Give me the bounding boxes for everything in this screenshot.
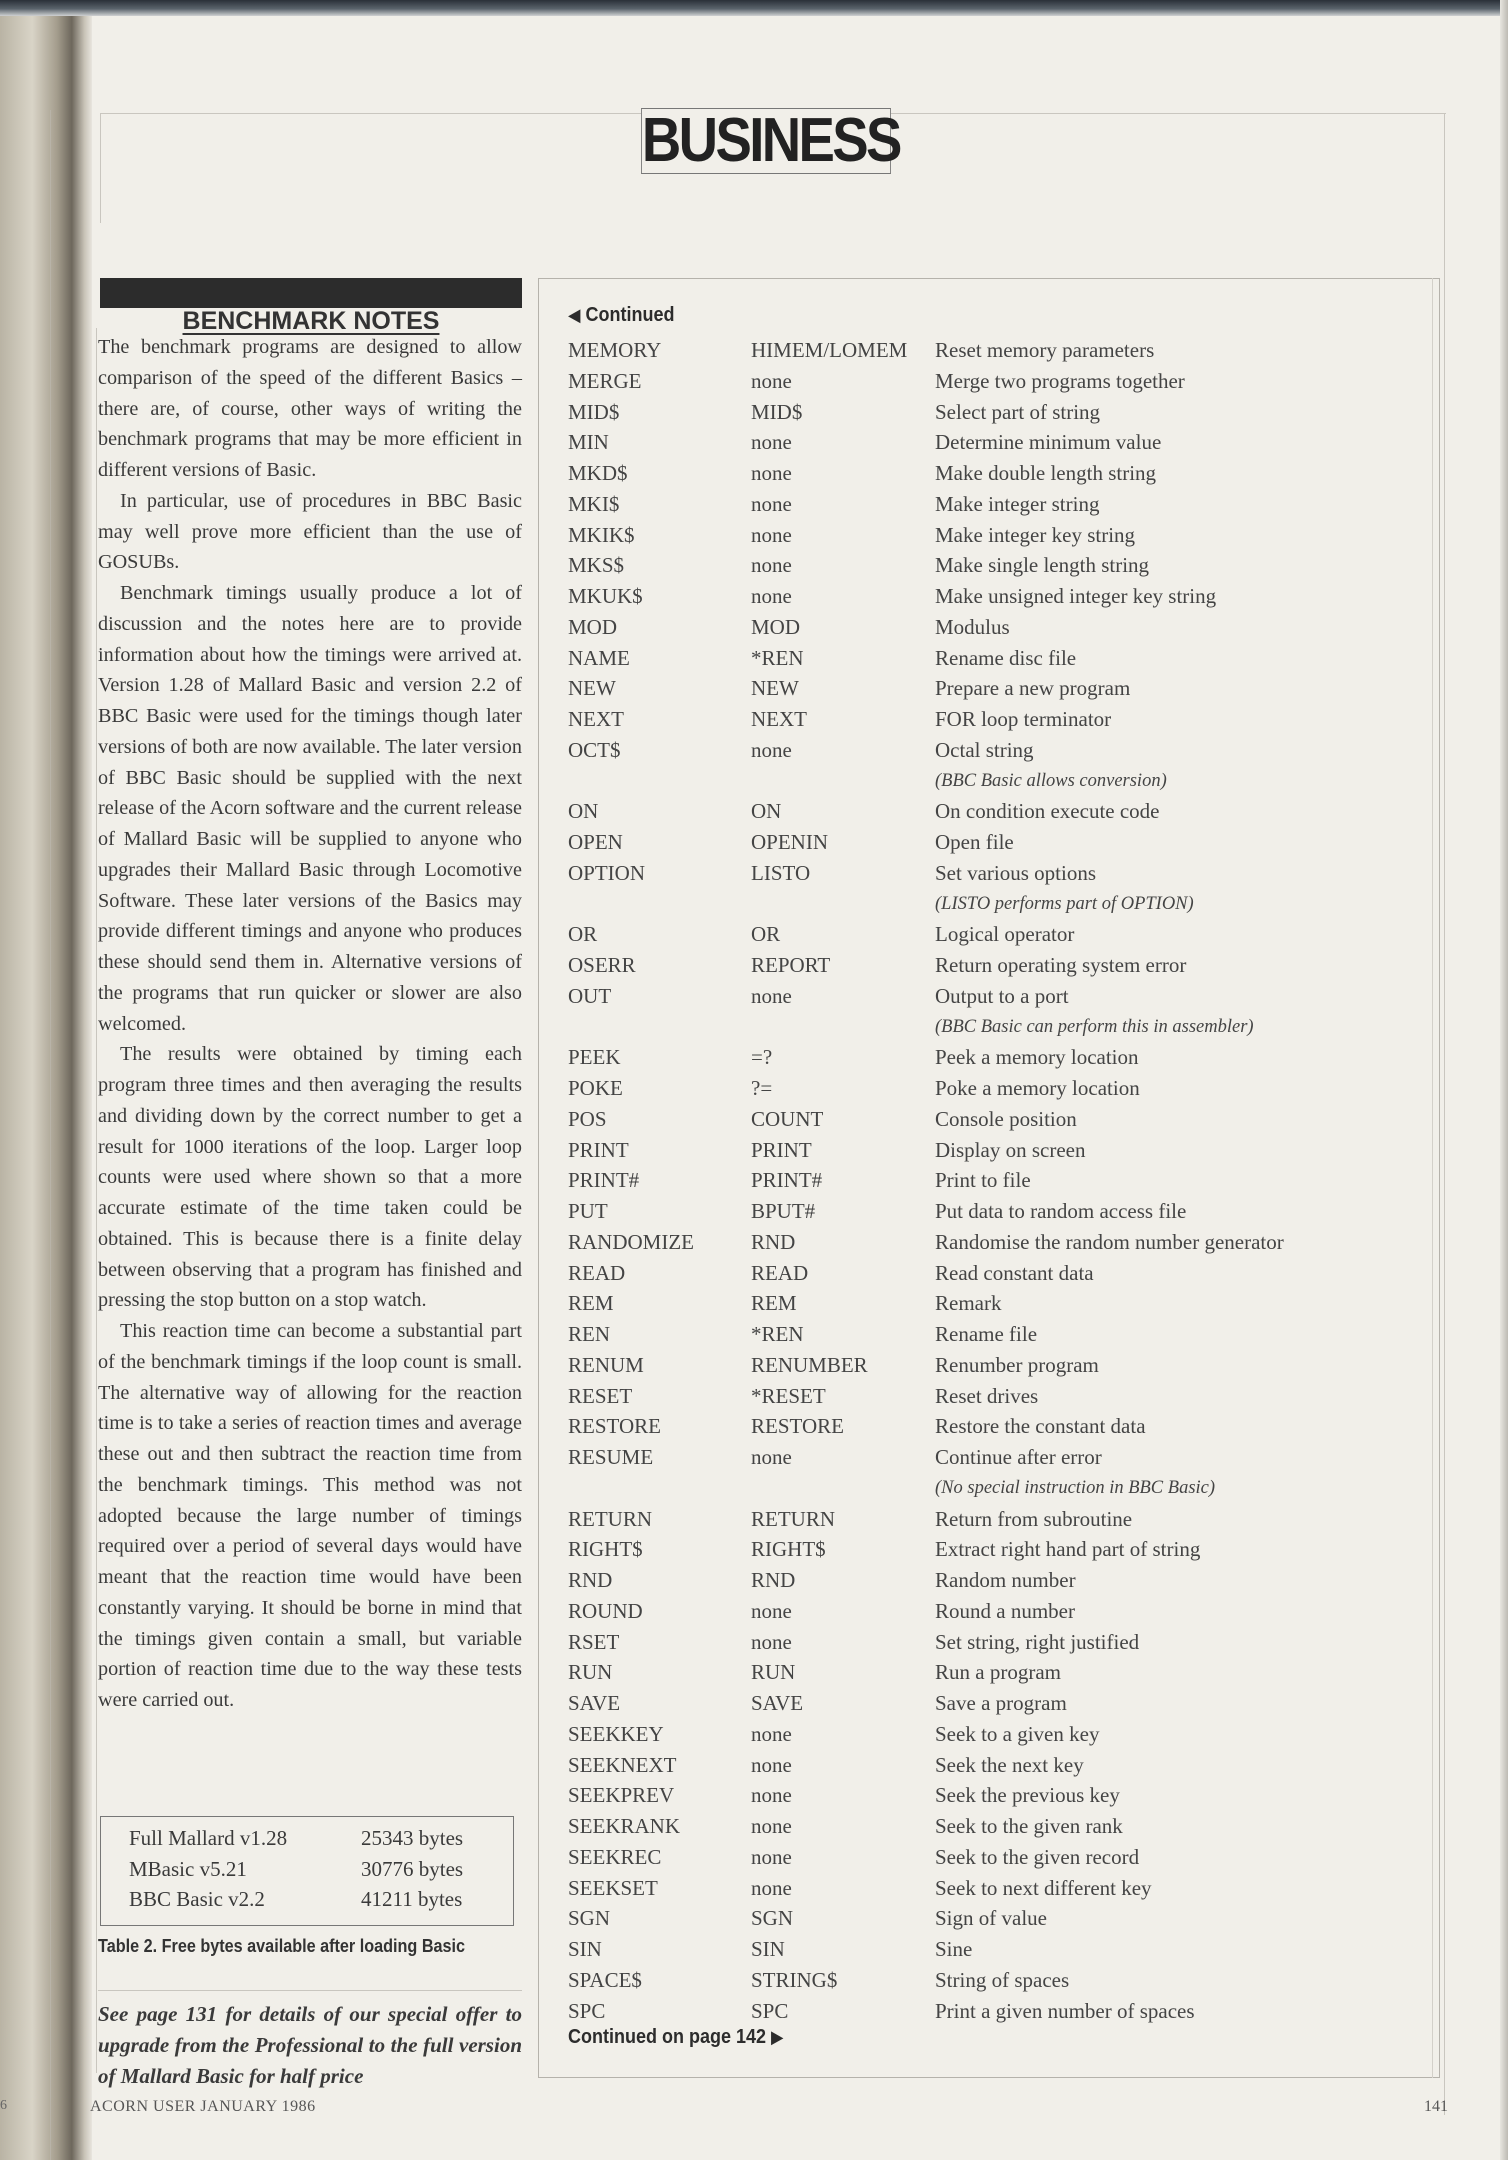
mallard-keyword: RND [568,1568,613,1592]
continued-text: Continued [585,304,675,326]
keyword-description: Return operating system error [935,953,1187,977]
bbc-equivalent: RND [751,1229,796,1254]
table-row [568,1504,1408,1535]
bbc-equivalent: SAVE [751,1691,804,1715]
keyword-description: Sine [935,1937,973,1961]
keyword-description: Rename file [935,1322,1038,1346]
keyword-description: Make double length string [935,461,1157,485]
bbc-equivalent: none [751,368,792,393]
mallard-keyword: RESET [568,1383,633,1408]
keyword-description: String of spaces [935,1967,1070,1992]
keyword-description: Run a program [935,1660,1061,1685]
table-row [568,796,1408,827]
table-row [568,1012,1408,1043]
mallard-keyword: RESTORE [568,1414,661,1439]
bbc-equivalent: ON [751,799,782,824]
free-bytes-table [100,1816,514,1926]
bbc-equivalent: NEXT [751,707,807,731]
table-row [568,1934,1408,1965]
keyword-description: Read constant data [935,1260,1094,1285]
table-caption: Table 2. Free bytes available after loading Basic [98,1936,466,1956]
keyword-description: Print a given number of spaces [935,1998,1195,2023]
keyword-description: Poke a memory location [935,1076,1140,1100]
table-row [568,489,1408,520]
table-row [568,1688,1408,1719]
keyword-description: Renumber program [935,1352,1099,1377]
keyword-note: (LISTO performs part of OPTION) [935,893,1194,914]
bbc-equivalent: none [751,553,792,578]
mallard-keyword: SEEKPREV [568,1783,675,1808]
mallard-keyword: ON [568,799,599,824]
bbc-equivalent: REM [751,1291,797,1316]
keyword-description: Make unsigned integer key string [935,584,1217,608]
bbc-equivalent: OPENIN [751,830,828,854]
bbc-equivalent: RETURN [751,1506,835,1531]
paragraph: This reaction time can become a substantial part of the benchmark timings if the loop count is small. The alternative way of allowing for the reaction time is to take a series of reaction times and average these out and then subtract the reaction time from the benchmark timings. This method was not adopted because the large number of timings required over a period of several days would have meant that the reaction time would have been constantly varying. It should be borne in mind that the timings given contain a small, but variable portion of reaction time due to the way these tests were carried out. [98,1320,522,1711]
bbc-equivalent: none [751,1814,792,1838]
mallard-keyword: SAVE [568,1691,621,1715]
table-row [568,550,1408,581]
bbc-equivalent: none [751,491,792,516]
frame-rule-right [1444,113,1445,2115]
mallard-keyword: RETURN [568,1506,652,1531]
paragraph: In particular, use of procedures in BBC Basic may well prove more efficient than the use of GOSUBs. [98,489,522,574]
keyword-description: Seek to a given key [935,1721,1100,1746]
mallard-keyword: RESUME [568,1445,654,1469]
previous-page-number: 6 [0,2098,7,2113]
keyword-description: Return from subroutine [935,1506,1133,1531]
keyword-description: Reset memory parameters [935,338,1155,362]
keyword-description: Make integer key string [935,522,1136,547]
mallard-keyword: NEXT [568,707,624,731]
table-row [568,1381,1408,1412]
keyword-description: Round a number [935,1598,1075,1623]
continued-on-text: Continued on page 142 [568,2026,767,2048]
table-row [568,427,1408,458]
bbc-equivalent: BPUT# [751,1199,816,1223]
keyword-description: Console position [935,1106,1077,1131]
table-row [568,1534,1408,1565]
table-row [568,1104,1408,1135]
bbc-equivalent: none [751,1445,792,1469]
mallard-keyword: PEEK [568,1045,621,1070]
free-bytes: 25343 bytes [361,1826,464,1850]
table-row [568,673,1408,704]
bbc-equivalent: none [751,983,792,1008]
bbc-equivalent: NEW [751,676,799,701]
keyword-description: Octal string [935,737,1034,762]
keyword-description: Continue after error [935,1445,1102,1469]
table-row [568,612,1408,643]
mallard-keyword: MKIK$ [568,522,635,547]
mallard-keyword: MIN [568,430,609,455]
bbc-equivalent: *REN [751,1322,804,1346]
mallard-keyword: READ [568,1260,626,1285]
keyword-description: On condition execute code [935,799,1160,824]
keyword-note: (BBC Basic can perform this in assembler) [935,1016,1254,1037]
table-row [568,704,1408,735]
paragraph: Benchmark timings usually produce a lot of discussion and the notes here are to provide information about how the timings were arrived at. Version 1.28 of Mallard Basic and version 2.2 of BBC Basic were used for the timings though later versions of both are now available. The later version of BBC Basic should be supplied with the next release of the Acorn software and the current release of Mallard Basic will be supplied to anyone who upgrades their Mallard Basic through Locomotive Software. These later versions of the Basics may provide different timings and anyone who produces these should send them in. Alternative versions of the programs that run quicker or slower are also welcomed. [98,582,522,1035]
table-row [101,1854,513,1885]
mallard-keyword: OR [568,922,598,947]
bbc-equivalent: none [751,461,792,485]
keyword-description: Set various options [935,860,1096,885]
free-bytes: 30776 bytes [361,1856,464,1881]
bbc-equivalent: none [751,584,792,608]
keyword-description: Peek a memory location [935,1045,1139,1070]
mallard-keyword: SEEKNEXT [568,1752,677,1777]
paragraph: The results were obtained by timing each program three times and then averaging the results and dividing down by the correct number to get a result for 1000 iterations of the loop. Larger loop counts were used where shown so that a more accurate estimate of the time taken could be obtained. This is because there is a finite delay between observing that a program has finished and pressing the stop button on a stop watch. [98,1043,522,1312]
table-row [568,919,1408,950]
mallard-keyword: OSERR [568,953,636,977]
mallard-keyword: MERGE [568,368,642,393]
table-row [568,335,1408,366]
table-row [568,981,1408,1012]
mallard-keyword: RENUM [568,1352,644,1377]
keyword-description: Display on screen [935,1137,1086,1162]
table-row [568,1780,1408,1811]
keyword-description: Rename disc file [935,645,1077,670]
table-row [568,1473,1408,1504]
table-row [568,1873,1408,1904]
keyword-description: Merge two programs together [935,368,1185,393]
mallard-keyword: OPTION [568,860,645,885]
keyword-description: Seek to the given rank [935,1814,1123,1838]
mallard-keyword: MKUK$ [568,584,643,608]
table-row [568,1319,1408,1350]
keyword-description: Make integer string [935,491,1100,516]
bbc-equivalent: PRINT# [751,1168,823,1193]
keyword-description: Modulus [935,614,1010,639]
table-row [568,1196,1408,1227]
table-row [568,1165,1408,1196]
mallard-keyword: SEEKSET [568,1875,658,1900]
table-row [568,1596,1408,1627]
continued-label [568,304,674,327]
right-arrow-icon: ▶ [771,2027,784,2047]
mallard-keyword: MEMORY [568,338,662,362]
bbc-equivalent: none [751,737,792,762]
bbc-equivalent: REPORT [751,953,831,977]
keyword-description: Seek the next key [935,1752,1084,1777]
table-row [568,766,1408,797]
basic-version: MBasic v5.21 [129,1856,247,1881]
keyword-frame-inner-rule [1432,278,1433,2078]
table-row [568,397,1408,428]
keyword-description: Output to a port [935,983,1069,1008]
keyword-description: Save a program [935,1691,1067,1715]
sidebar-title: BENCHMARK NOTES [182,307,440,335]
table-row [568,827,1408,858]
mallard-keyword: SGN [568,1906,611,1931]
keyword-description: Print to file [935,1168,1031,1193]
keyword-description: Determine minimum value [935,430,1162,455]
keyword-description: Make single length string [935,553,1150,578]
section-title: BUSINESS [641,106,900,175]
scan-top-shadow [0,0,1508,16]
table-row [568,1442,1408,1473]
keyword-description: Put data to random access file [935,1199,1187,1223]
bbc-equivalent: *RESET [751,1383,826,1408]
bbc-equivalent: none [751,1629,792,1654]
keyword-description: Randomise the random number generator [935,1229,1284,1254]
keyword-table [568,335,1408,2026]
mallard-keyword: OPEN [568,830,623,854]
table-row [568,581,1408,612]
table-row [568,735,1408,766]
bbc-equivalent: SPC [751,1998,789,2023]
keyword-description: FOR loop terminator [935,707,1112,731]
bbc-equivalent: COUNT [751,1106,824,1131]
keyword-description: Prepare a new program [935,676,1131,701]
bbc-equivalent: none [751,1875,792,1900]
table-row [568,950,1408,981]
table-row [568,1996,1408,2027]
table-row [568,1227,1408,1258]
offer-note: See page 131 for details of our special offer to upgrade from the Professional to the full version of Mallard Basic for half price [98,1990,522,2091]
mallard-keyword: MKS$ [568,553,625,578]
bbc-equivalent: OR [751,922,781,947]
table-row [568,1565,1408,1596]
mallard-keyword: NEW [568,676,616,701]
table-row [568,643,1408,674]
mallard-keyword: MKD$ [568,461,628,485]
table-row [568,1042,1408,1073]
table-row [101,1884,513,1915]
bbc-equivalent: STRING$ [751,1967,838,1992]
bbc-equivalent: none [751,430,792,455]
bbc-equivalent: MOD [751,614,801,639]
bbc-equivalent: none [751,1721,792,1746]
continued-on-label [568,2026,783,2049]
left-arrow-icon: ◀ [568,305,581,325]
bbc-equivalent: RND [751,1568,796,1592]
keyword-description: Select part of string [935,399,1101,424]
keyword-description: Seek to next different key [935,1875,1152,1900]
mallard-keyword: OCT$ [568,737,621,762]
keyword-description: Set string, right justified [935,1629,1140,1654]
table-row [568,1350,1408,1381]
keyword-description: Remark [935,1291,1002,1316]
bbc-equivalent: *REN [751,645,804,670]
keyword-note: (BBC Basic allows conversion) [935,770,1167,791]
mallard-keyword: OUT [568,983,612,1008]
bbc-equivalent: none [751,1783,792,1808]
mallard-keyword: RSET [568,1629,620,1654]
bbc-equivalent: PRINT [751,1137,812,1162]
keyword-description: Seek to the given record [935,1844,1140,1869]
keyword-description: Open file [935,830,1014,854]
bbc-equivalent: HIMEM/LOMEM [751,338,908,362]
bbc-equivalent: none [751,1598,792,1623]
table-row [568,1135,1408,1166]
bbc-equivalent: RENUMBER [751,1352,868,1377]
table-row [568,458,1408,489]
mallard-keyword: RUN [568,1660,613,1685]
paragraph: The benchmark programs are designed to allow comparison of the speed of the different Basics – there are, of course, other ways of writing the benchmark programs that may be more efficient in different versions of Basic. [98,336,522,481]
benchmark-notes-sidebar [92,278,522,2088]
mallard-keyword: NAME [568,645,630,670]
table-row [568,1627,1408,1658]
bbc-equivalent: RESTORE [751,1414,844,1439]
mallard-keyword: REM [568,1291,614,1316]
mallard-keyword: POS [568,1106,607,1131]
table-row [568,520,1408,551]
mallard-keyword: SPACE$ [568,1967,642,1992]
mallard-keyword: SPC [568,1998,606,2023]
basic-version: Full Mallard v1.28 [129,1826,288,1850]
basic-version: BBC Basic v2.2 [129,1887,265,1911]
mallard-keyword: REN [568,1322,610,1346]
table-row [568,1750,1408,1781]
mallard-keyword: PUT [568,1199,608,1223]
sidebar-heading-bar [100,278,522,308]
header-rule-left [100,113,101,223]
previous-page-edge [0,110,51,2160]
keyword-description: Seek the previous key [935,1783,1120,1808]
mallard-keyword: RANDOMIZE [568,1229,694,1254]
table-row [568,1288,1408,1319]
table-row [568,1719,1408,1750]
sidebar-body [98,332,522,1716]
table-row [568,1965,1408,1996]
mallard-keyword: MID$ [568,399,620,424]
mallard-keyword: PRINT# [568,1168,640,1193]
table-row [568,889,1408,920]
mallard-keyword: SEEKKEY [568,1721,664,1746]
keyword-note: (No special instruction in BBC Basic) [935,1477,1216,1498]
mallard-keyword: PRINT [568,1137,629,1162]
bbc-equivalent: none [751,522,792,547]
table-row [568,366,1408,397]
keyword-description: Sign of value [935,1906,1047,1931]
bbc-equivalent: SGN [751,1906,794,1931]
bbc-equivalent: none [751,1752,792,1777]
bbc-equivalent: RIGHT$ [751,1537,826,1562]
footer-issue: ACORN USER JANUARY 1986 [90,2098,316,2115]
mallard-keyword: MKI$ [568,491,620,516]
table-row [568,1258,1408,1289]
mallard-keyword: ROUND [568,1598,643,1623]
table-row [568,1657,1408,1688]
mallard-keyword: POKE [568,1076,623,1100]
free-bytes: 41211 bytes [361,1887,463,1911]
bbc-equivalent: none [751,1844,792,1869]
table-row [101,1823,513,1854]
mallard-keyword: SEEKREC [568,1844,662,1869]
bbc-equivalent: MID$ [751,399,803,424]
table-row [568,1811,1408,1842]
mallard-keyword: SIN [568,1937,602,1961]
keyword-description: Reset drives [935,1383,1039,1408]
keyword-description: Logical operator [935,922,1075,947]
sidebar-rule [96,328,97,2073]
mallard-keyword: RIGHT$ [568,1537,643,1562]
keyword-description: Random number [935,1568,1076,1592]
bbc-equivalent: ?= [751,1076,773,1100]
table-row [568,1411,1408,1442]
bbc-equivalent: =? [751,1045,773,1070]
page-number: 141 [1424,2098,1448,2115]
bbc-equivalent: LISTO [751,860,811,885]
bbc-equivalent: SIN [751,1937,785,1961]
keyword-description: Extract right hand part of string [935,1537,1201,1562]
table-row [568,1073,1408,1104]
keyword-description: Restore the constant data [935,1414,1146,1439]
mallard-keyword: SEEKRANK [568,1814,681,1838]
scan-right-edge [1500,0,1508,2160]
mallard-keyword: MOD [568,614,618,639]
table-row [568,858,1408,889]
bbc-equivalent: READ [751,1260,809,1285]
table-row [568,1842,1408,1873]
table-row [568,1903,1408,1934]
bbc-equivalent: RUN [751,1660,796,1685]
